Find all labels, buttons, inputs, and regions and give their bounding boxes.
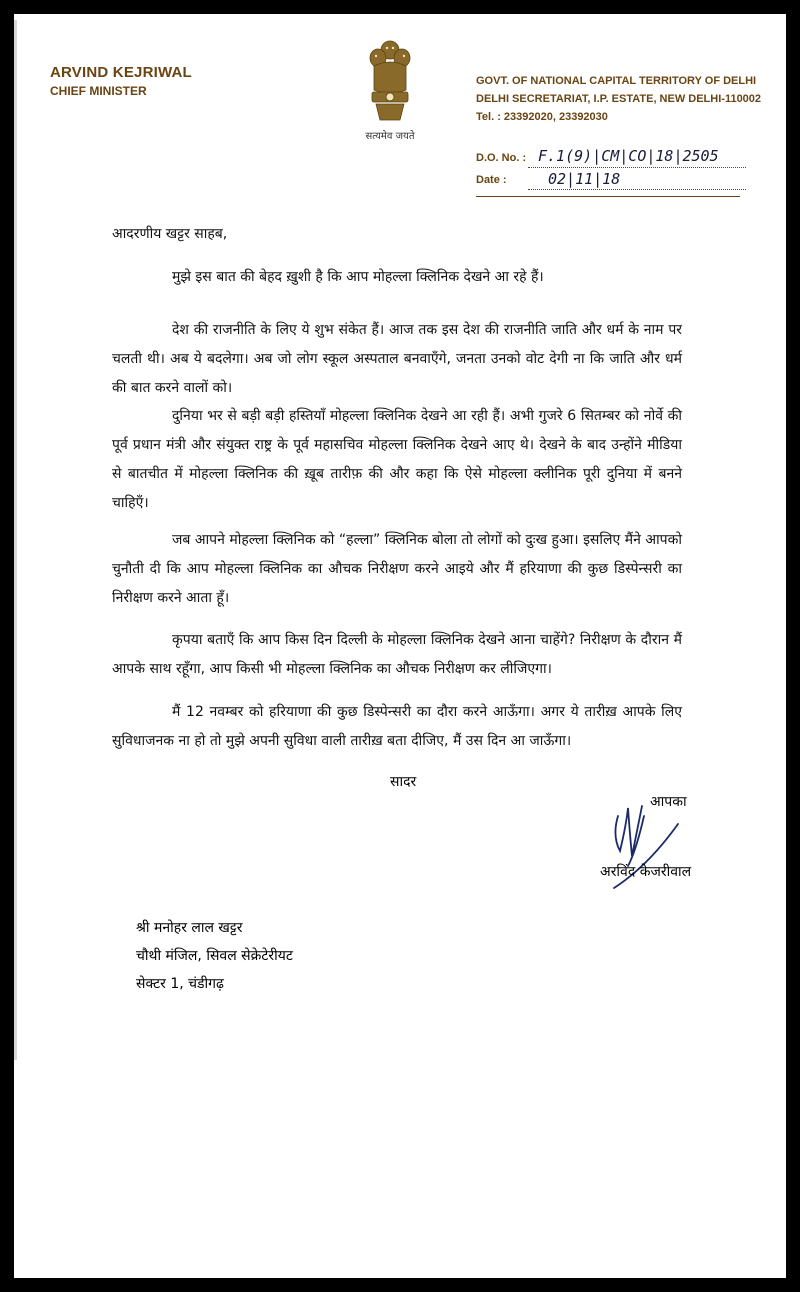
lion-capital-icon <box>366 38 414 126</box>
handwritten-signature <box>598 796 688 900</box>
office-line: DELHI SECRETARIAT, I.P. ESTATE, NEW DELHI-110002 <box>476 93 762 105</box>
do-number-label: D.O. No. : <box>476 152 527 164</box>
office-line: Tel. : 23392020, 23392030 <box>476 111 608 123</box>
recipient-line: चौथी मंजिल, सिवल सेक्रेटेरीयट <box>136 948 293 964</box>
sender-title: CHIEF MINISTER <box>50 84 147 98</box>
closing: सादर <box>390 774 417 790</box>
paragraph: जब आपने मोहल्ला क्लिनिक को “हल्ला” क्लिनिक बोला तो लोगों को दुःख हुआ। इसलिए मैंने आपको चुनौती दी कि आप मोहल्ला क्लिनिक का औचक निरीक्षण करने आइये और मैं हरियाणा की कुछ डिस्पेन्सरी का निरीक्षण करने आता हूँ। <box>112 532 682 606</box>
recipient-address <box>136 914 293 998</box>
reference-block <box>476 148 746 192</box>
paragraph: मुझे इस बात की बेहद ख़ुशी है कि आप मोहल्ला क्लिनिक देखने आ रहे हैं। <box>172 269 544 285</box>
emblem-motto: सत्यमेव जयते <box>365 131 415 142</box>
paragraph: मैं 12 नवम्बर को हरियाणा की कुछ डिस्पेन्सरी का दौरा करने आऊँगा। अगर ये तारीख़ आपके लिए सुविधाजनक ना हो तो मुझे अपनी सुविधा वाली तारीख़ बता दीजिए, मैं उस दिन आ जाऊँगा। <box>112 704 682 749</box>
recipient-name: श्री मनोहर लाल खट्टर <box>136 920 243 936</box>
paragraph: कृपया बताएँ कि आप किस दिन दिल्ली के मोहल्ला क्लिनिक देखने आना चाहेंगे? निरीक्षण के दौरान मैं आपके साथ रहूँगा, आप किसी भी मोहल्ला क्लिनिक का औचक निरीक्षण कर लीजिएगा। <box>112 632 682 677</box>
signatory-name: अरविंद केजरीवाल <box>600 864 692 880</box>
letterhead-divider <box>476 196 740 197</box>
yours-text: आपका <box>650 794 687 810</box>
do-number-value: F.1(9)|CM|CO|18|2505 <box>538 147 719 165</box>
national-emblem <box>362 38 418 148</box>
sender-name: ARVIND KEJRIWAL <box>50 64 192 81</box>
office-address <box>476 72 761 126</box>
date-value: 02|11|18 <box>548 170 621 188</box>
paragraph: देश की राजनीति के लिए ये शुभ संकेत हैं। आज तक इस देश की राजनीति जाति और धर्म के नाम पर चलती थी। अब ये बदलेगा। अब जो लोग स्कूल अस्पताल बनवाएँगे, जनता उनको वोट देगी ना कि जाति और धर्म की बात करने वालों को। <box>112 322 682 396</box>
page-edge-shadow <box>14 20 17 1060</box>
office-line: GOVT. OF NATIONAL CAPITAL TERRITORY OF DELHI <box>476 75 757 87</box>
salutation: आदरणीय खट्टर साहब, <box>112 226 228 242</box>
sender-block <box>50 64 192 98</box>
recipient-line: सेक्टर 1, चंडीगढ़ <box>136 976 224 992</box>
date-label: Date : <box>476 174 507 186</box>
paragraph: दुनिया भर से बड़ी बड़ी हस्तियाँ मोहल्ला क्लिनिक देखने आ रही हैं। अभी गुजरे 6 सितम्बर को नोर्वे की पूर्व प्रधान मंत्री और संयुक्त राष्ट्र के पूर्व महासचिव मोहल्ला क्लिनिक देखने आए थे। देखने के बाद उन्होंने मीडिया से बातचीत में मोहल्ला क्लिनिक की ख़ूब तारीफ़ की और कहा कि ऐसे मोहल्ला क्लीनिक पूरी दुनिया में बनने चाहिएँ। <box>112 408 682 511</box>
